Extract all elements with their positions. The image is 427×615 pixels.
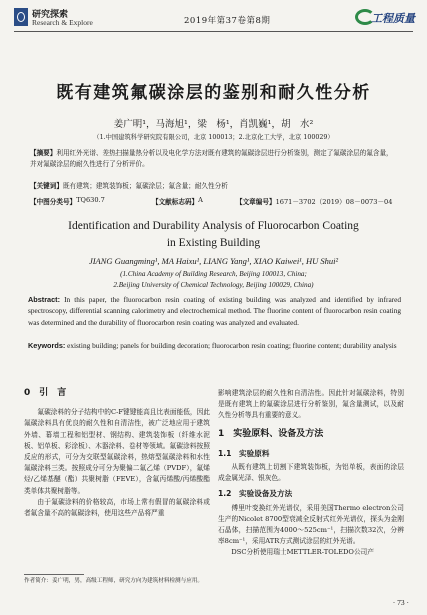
abstract-en xyxy=(28,294,401,328)
keywords-en-text: existing building; panels for building decoration; fluorocarbon resin coating; fluorine content; durability analysis xyxy=(67,341,397,350)
column-name-en: Research & Explore xyxy=(32,18,93,27)
body-paragraph: 傅里叶变换红外光谱仪，采用美国Thermo electron公司生产的Nicolet 8700型衰减全反射式红外光谱仪，探头为金刚石晶体，扫描范围为4000～525cm⁻¹，扫描次数32次，分辨率8cm⁻¹，采用ATR方式测试涂层的红外光谱。 xyxy=(218,503,404,546)
title-en-line2: in Existing Building xyxy=(166,237,261,249)
header-divider xyxy=(14,31,413,32)
body-paragraph: 影响建筑涂层的耐久性和自清洁性。因此针对氟碳涂料，特别是既有建筑上的氟碳涂层进行分析鉴别，氟含量测试，以及耐久性分析等具有重要的意义。 xyxy=(218,389,404,420)
abstract-en-label: Abstract: xyxy=(28,295,61,304)
paper-title: 既有建筑氟碳涂层的鉴别和耐久性分析 xyxy=(56,83,371,103)
article-id-label: 【文章编号】 xyxy=(236,198,276,206)
author-footnote: 作者简介：姜广明，男，高级工程师，研究方向为建筑材料检测与应用。 xyxy=(24,578,204,584)
issue-info: 2019年第37卷第8期 xyxy=(184,16,271,26)
keywords-en xyxy=(28,340,401,351)
section-heading-1: 1 实验原料、设备及方法 xyxy=(218,428,324,439)
section-heading-intro: 0 引 言 xyxy=(24,388,67,398)
brand-wordmark: 工程质量 xyxy=(371,12,415,25)
keywords-en-label: Keywords: xyxy=(28,341,66,350)
body-column-right xyxy=(218,388,404,559)
author-list: 姜广明¹，马海旭¹，梁 杨¹，肖凯巍¹，胡 水² xyxy=(113,119,314,130)
subsection-heading-1-1: 1.1 实验原料 xyxy=(218,448,270,458)
doc-code-label: 【文献标志码】 xyxy=(152,198,199,206)
keywords-cn xyxy=(30,180,399,190)
doc-code-value: A xyxy=(198,196,203,204)
abstract-cn xyxy=(30,148,399,169)
body-paragraph: 从既有建筑上切割下建筑装饰板，为铝单板，表面的涂层成金属光泽、银灰色。 xyxy=(218,463,404,483)
affiliation-en-2: 2.Beijing University of Chemical Technology, Beijing 100029, China) xyxy=(113,281,314,289)
journal-brand-logo xyxy=(355,6,413,28)
keywords-cn-label: 【关键词】 xyxy=(30,182,63,190)
abstract-en-text: In this paper, the fluorocarbon resin coating of existing building was analyzed and identified by infrared spectroscopy, differential scanning calorimetry and electrochemical method. The fluorine content of fluorocarbon resin coating was determined and the durability of fluorocarbon resin coating was analyzed and evaluated. xyxy=(28,295,401,327)
clc-label: 【中图分类号】 xyxy=(30,198,77,206)
author-list-en: JIANG Guangming¹, MA Haixu¹, LIANG Yang¹, XIAO Kaiwei¹, HU Shui² xyxy=(88,256,339,266)
subsection-heading-1-2: 1.2 实验设备及方法 xyxy=(218,489,293,499)
running-header xyxy=(14,6,413,32)
body-paragraph: 由于氟碳涂料的价格较高，市场上常有假冒的氟碳涂料或者氟含量不高的氟碳涂料，使用这些产品将严重 xyxy=(24,497,210,518)
article-metadata xyxy=(30,196,399,206)
body-paragraph: 氟碳涂料的分子结构中的C-F键键能高且比表面能低，因此氟碳涂料具有优良的耐久性和自清洁性，被广泛地应用于建筑外墙、幕墙工程和铝型材、钢结构、建筑装饰板（纤维水泥板、铝单板、彩涂板）、木器涂料、卷材等领域。氟碳涂料按照反应的形式，可分为交联型氟碳涂料，热熔型氟碳涂料和水性氟碳涂料三类。按照成分可分为聚偏二氟乙烯（PVDF），氟烯烃/乙烯基醚（酯）共聚树脂（FEVE），含氟丙烯酸/丙烯酸酯类单体共聚树脂等。 xyxy=(24,408,210,495)
column-logo-icon xyxy=(14,8,28,26)
footnote-divider xyxy=(24,574,84,575)
clc-value: TQ630.7 xyxy=(76,196,105,204)
paper-title-en xyxy=(0,218,427,252)
article-id-value: 1671－3702（2019）08－0073－04 xyxy=(275,198,393,206)
abstract-cn-label: 【摘要】 xyxy=(30,149,57,157)
affiliation: （1.中国建筑科学研究院有限公司，北京 100013；2.北京化工大学，北京 100029） xyxy=(93,134,334,141)
abstract-cn-text: 利用红外光谱、差热扫描量热分析以及电化学方法对既有建筑的氟碳涂层进行分析鉴别，测定了氟碳涂层的氟含量，并对氟碳涂层的耐久性进行了分析评价。 xyxy=(30,149,393,168)
title-en-line1: Identification and Durability Analysis of Fluorocarbon Coating xyxy=(68,220,359,232)
page-number: · 73 · xyxy=(392,598,409,607)
body-paragraph: DSC分析使用瑞士METTLER-TOLEDO公司产 xyxy=(231,548,374,557)
keywords-cn-text: 既有建筑；建筑装饰板；氟碳涂层；氟含量；耐久性分析 xyxy=(62,182,228,190)
body-column-left xyxy=(24,388,210,519)
column-name-cn: 研究探索 xyxy=(32,10,69,20)
affiliation-en-1: (1.China Academy of Building Research, Beijing 100013, China; xyxy=(120,270,307,278)
